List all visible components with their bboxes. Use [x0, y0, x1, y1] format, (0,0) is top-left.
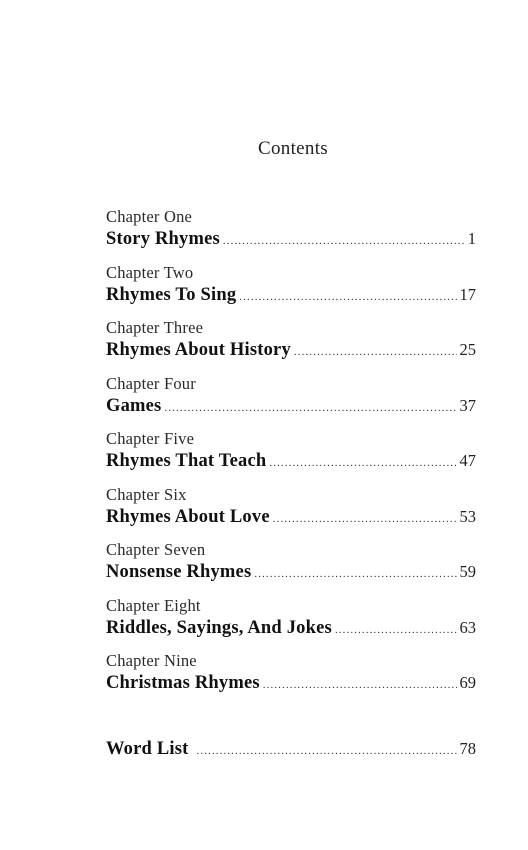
chapter-label: Chapter Four — [106, 373, 196, 393]
chapter-label: Chapter Six — [106, 484, 187, 504]
page-number: 78 — [459, 739, 476, 758]
toc-line — [106, 450, 476, 474]
chapter-title[interactable]: Riddles, Sayings, And Jokes — [106, 617, 332, 638]
dot-leader — [294, 341, 457, 363]
dot-leader — [254, 563, 456, 585]
toc-entry-chapter-one[interactable] — [106, 206, 476, 262]
dot-leader — [335, 619, 457, 641]
toc-entry-chapter-three[interactable] — [106, 317, 476, 373]
chapter-title[interactable]: Rhymes About History — [106, 340, 291, 360]
chapter-label: Chapter Three — [106, 318, 204, 337]
chapter-label: Chapter Two — [106, 262, 194, 282]
toc-line — [106, 672, 476, 696]
chapter-title[interactable]: Story Rhymes — [106, 229, 220, 249]
toc-line — [106, 617, 476, 641]
toc-line — [106, 738, 476, 762]
toc-line — [106, 284, 476, 308]
page-number: 59 — [459, 562, 476, 581]
page-number: 63 — [459, 617, 476, 637]
chapter-title[interactable]: Rhymes That Teach — [106, 451, 267, 471]
chapter-title[interactable]: Rhymes About Love — [106, 506, 270, 527]
dot-leader — [197, 740, 457, 762]
dot-leader — [164, 397, 456, 419]
chapter-label: Chapter One — [106, 207, 193, 226]
dot-leader — [263, 674, 457, 696]
dot-leader — [273, 508, 457, 530]
chapter-title[interactable]: Christmas Rhymes — [106, 673, 260, 693]
chapter-title[interactable]: Rhymes To Sing — [106, 284, 237, 305]
toc-entry-chapter-eight[interactable] — [106, 595, 476, 651]
toc-line — [106, 339, 476, 363]
page-number: 37 — [459, 395, 476, 415]
page-number: 53 — [459, 506, 476, 526]
toc-entry-chapter-two[interactable] — [106, 262, 476, 318]
toc-entry-chapter-six[interactable] — [106, 484, 476, 540]
page-number: 47 — [459, 451, 476, 470]
chapter-title[interactable]: Nonsense Rhymes — [106, 562, 252, 582]
page-number: 69 — [459, 673, 476, 692]
toc-line — [106, 561, 476, 585]
page-number: 17 — [459, 284, 476, 304]
page-title: Contents — [258, 138, 328, 159]
chapter-label: Chapter Nine — [106, 651, 197, 670]
chapter-label: Chapter Five — [106, 429, 195, 448]
toc-entry-chapter-four[interactable] — [106, 373, 476, 429]
toc-entry-chapter-seven[interactable] — [106, 539, 476, 595]
chapter-title[interactable]: Games — [106, 395, 162, 416]
toc-line — [106, 395, 476, 419]
toc-entry-chapter-five[interactable] — [106, 428, 476, 484]
chapter-label: Chapter Eight — [106, 595, 201, 615]
toc-entry-chapter-nine[interactable] — [106, 650, 476, 706]
table-of-contents — [106, 206, 476, 706]
page-number: 25 — [459, 340, 476, 359]
word-list-title[interactable]: Word List — [106, 739, 189, 759]
dot-leader — [223, 230, 465, 252]
page-number: 1 — [467, 229, 476, 248]
toc-entry-word-list[interactable] — [106, 738, 476, 762]
chapter-label: Chapter Seven — [106, 540, 206, 559]
toc-line — [106, 228, 476, 252]
dot-leader — [269, 452, 456, 474]
dot-leader — [239, 286, 456, 308]
toc-line — [106, 506, 476, 530]
